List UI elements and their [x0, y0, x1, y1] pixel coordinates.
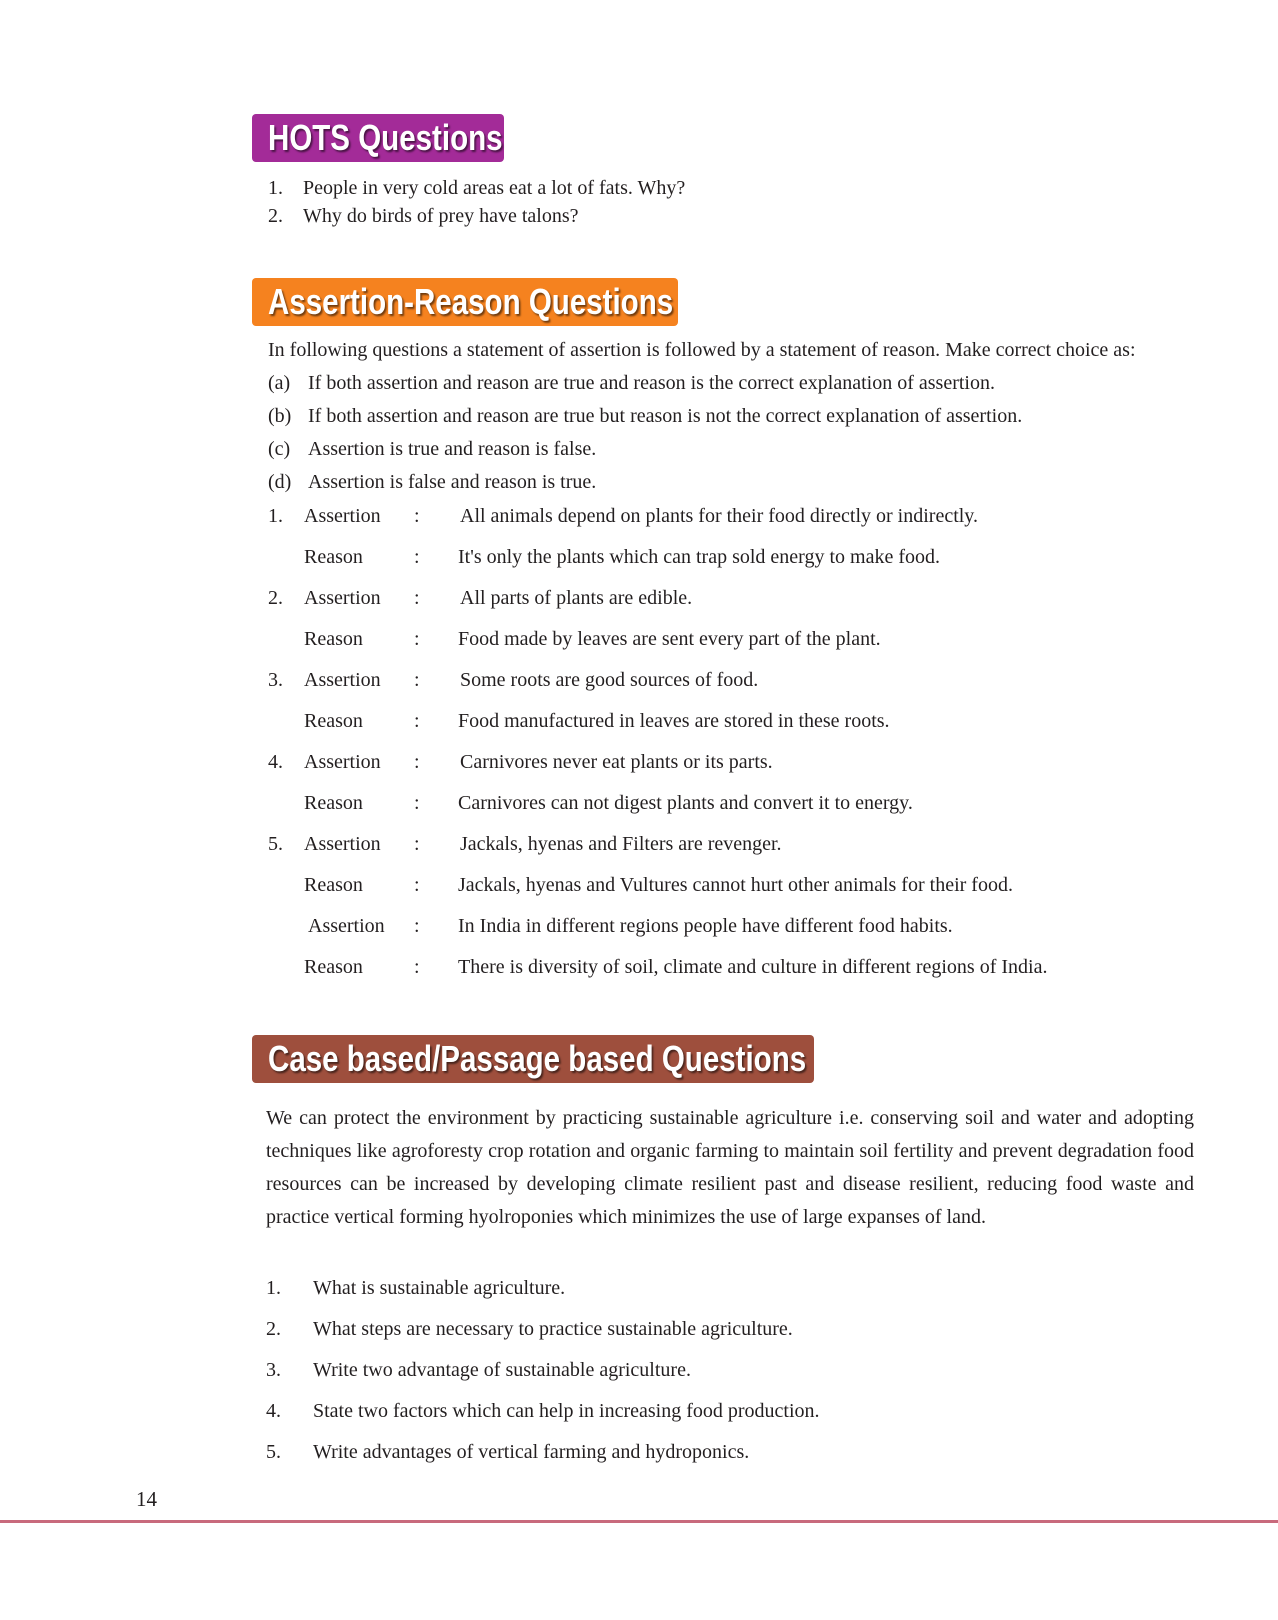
case-passage: We can protect the environment by practicing sustainable agriculture i.e. conserving soil and water and adopting techniques like agroforesty crop rotation and organic farming to maintain soil fertility and prevent degradation food resources can be increased by developing climate resilient past and disease resilient, reducing food waste and practice vertical forming hyolroponies which minimizes the use of large expanses of land. — [266, 1107, 1194, 1228]
assertion-intro: In following questions a statement of assertion is followed by a statement of reason. Make correct choice as: — [268, 339, 1136, 361]
case-based-heading: Case based/Passage based Questions — [252, 1035, 814, 1083]
assertion-reason-heading: Assertion-Reason Questions — [252, 278, 678, 326]
footer-rule — [0, 1520, 1278, 1523]
hots-heading: HOTS Questions — [252, 114, 504, 162]
page-number: 14 — [136, 1487, 157, 1511]
